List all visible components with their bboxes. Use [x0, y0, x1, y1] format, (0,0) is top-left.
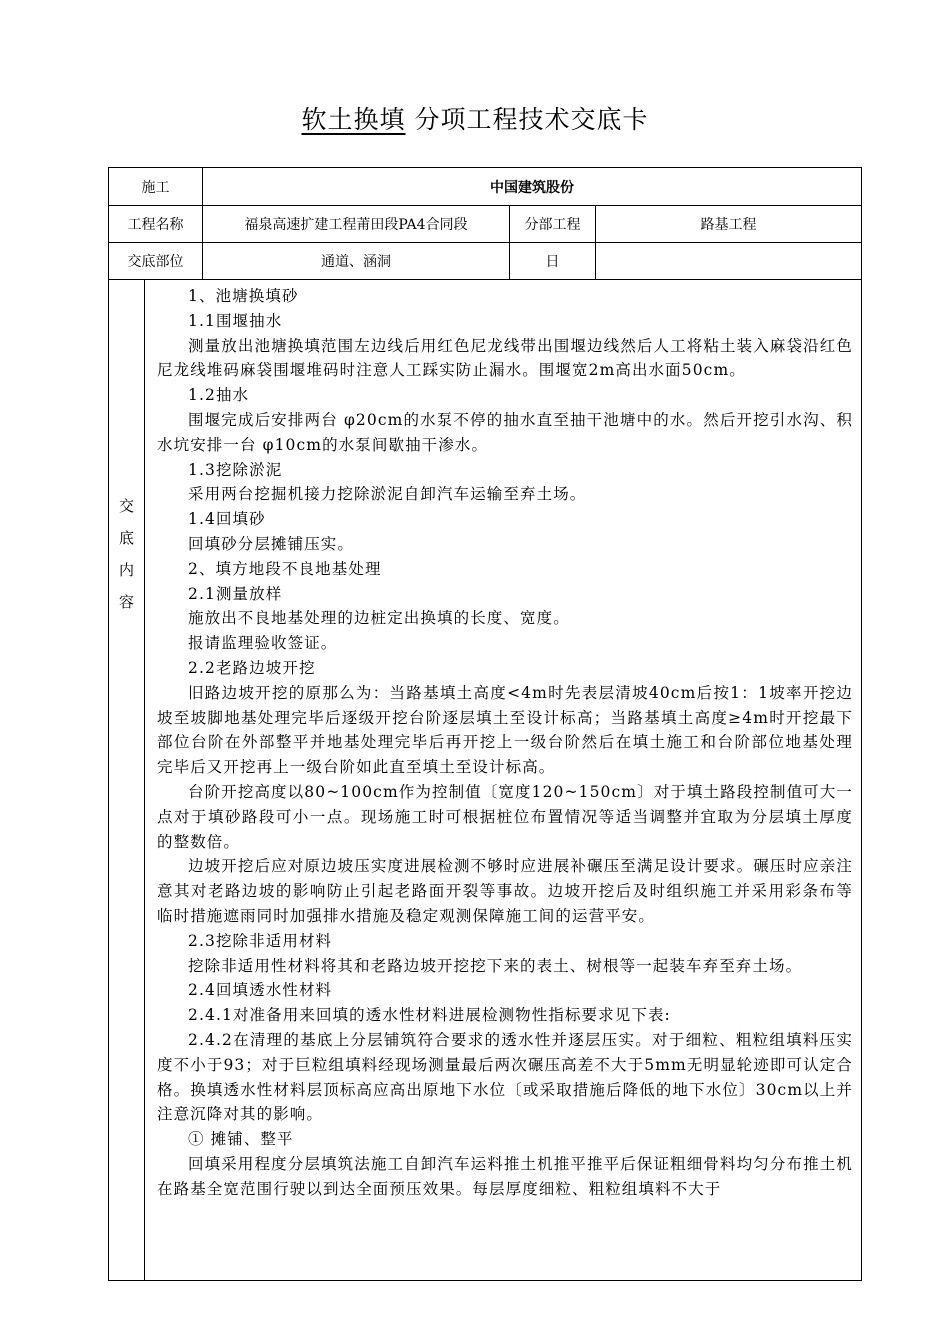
content-heading: 2.3挖除非适用材料	[188, 931, 333, 950]
side-char: 容	[118, 593, 134, 611]
disclosure-content	[145, 280, 862, 1281]
content-paragraph: 挖除非适用性材料将其和老路边坡开挖挖下来的表土、树根等一起装车弃至弃土场。	[188, 956, 803, 975]
content-paragraph: 回填采用程度分层填筑法施工自卸汽车运料推土机推平推平后保证粗细骨料均匀分布推土机在路基全宽范围行驶以到达全面预压效果。每层厚度细粒、粗粒组填料不大于	[157, 1154, 854, 1198]
page-title	[0, 100, 950, 136]
content-paragraph: 2.4.2在清理的基底上分层铺筑符合要求的透水性并逐层压实。对于细粒、粗粒组填料压实度不小于93；对于巨粒组填料经现场测量最后两次碾压高差不大于5mm无明显轮迹即可认定合格。换填透水性材料层顶标高应高出原地下水位〔或采取措施后降低的地下水位〕30cm以上并注意沉降对其的影响。	[157, 1030, 854, 1124]
label-project-name: 工程名称	[109, 206, 203, 243]
label-date: 日	[510, 243, 596, 280]
value-project-name: 福泉高速扩建工程莆田段PA4合同段	[203, 206, 510, 243]
row-content	[109, 280, 862, 1281]
row-location	[109, 243, 862, 280]
content-side-label	[109, 280, 145, 1281]
side-char: 底	[118, 529, 134, 547]
content-heading: 1.1围堰抽水	[188, 311, 283, 330]
content-heading: 2.2老路边坡开挖	[188, 658, 316, 677]
content-heading: 1、池塘换填砂	[188, 287, 299, 305]
value-date	[596, 243, 862, 280]
title-rest: 分项工程技术交底卡	[414, 105, 649, 134]
side-char: 内	[118, 561, 134, 579]
row-project-name	[109, 206, 862, 243]
content-paragraph: 施放出不良地基处理的边桩定出换填的长度、宽度。	[188, 609, 570, 628]
content-paragraph: 边坡开挖后应对原边坡压实度进展检测不够时应进展补碾压至满足设计要求。碾压时应亲注意其对老路边坡的影响防止引起老路面开裂等事故。边坡开挖后及时组织施工并采用彩条布等临时措施遮雨同时加强排水措施及稳定观测保障施工间的运营平安。	[157, 857, 854, 925]
content-paragraph: 围堰完成后安排两台 φ20cm的水泵不停的抽水直至抽干池塘中的水。然后开挖引水沟、积水坑安排一台 φ10cm的水泵间歇抽干渗水。	[157, 410, 854, 454]
disclosure-card-table	[108, 167, 862, 1281]
content-paragraph: 采用两台挖掘机接力挖除淤泥自卸汽车运输至弃土场。	[188, 485, 587, 504]
label-division: 分部工程	[510, 206, 596, 243]
title-underlined: 软土换填	[301, 105, 406, 134]
content-paragraph: 回填砂分层摊铺压实。	[188, 534, 355, 553]
row-construction	[109, 168, 862, 206]
content-heading: 2.4回填透水性材料	[188, 981, 333, 1000]
content-paragraph: 测量放出池塘换填范围左边线后用红色尼龙线带出围堰边线然后人工将粘土装入麻袋沿红色尼龙线堆码麻袋围堰堆码时注意人工踩实防止漏水。围堰宽2m高出水面50cm。	[157, 336, 854, 380]
value-division: 路基工程	[596, 206, 862, 243]
label-location: 交底部位	[109, 243, 203, 280]
content-heading: 1.4回填砂	[188, 510, 266, 529]
content-heading: 1.2抽水	[188, 386, 250, 405]
value-location: 通道、涵洞	[203, 243, 510, 280]
value-construction: 中国建筑股份	[203, 168, 862, 206]
content-paragraph: 2.4.1对准备用来回填的透水性材料进展检测物性指标要求见下表:	[188, 1006, 671, 1025]
content-heading: ① 摊铺、整平	[188, 1130, 294, 1149]
content-paragraph: 台阶开挖高度以80~100cm作为控制值〔宽度120~150cm〕对于填土路段控制值可大一点对于填砂路段可小一点。现场施工时可根据桩位布置情况等适当调整并宜取为分层填土厚度的整数倍。	[157, 782, 854, 851]
label-construction: 施工	[109, 168, 203, 206]
content-paragraph: 报请监理验收签证。	[188, 634, 338, 653]
content-heading: 2.1测量放样	[188, 584, 283, 603]
content-heading: 1.3挖除淤泥	[188, 460, 283, 479]
side-char: 交	[118, 497, 134, 515]
content-heading: 2、填方地段不良地基处理	[188, 559, 382, 578]
content-paragraph: 旧路边坡开挖的原那么为：当路基填土高度<4m时先表层清坡40cm后按1：1坡率开挖边坡至坡脚地基处理完毕后逐级开挖台阶逐层填土至设计标高；当路基填土高度≥4m时开挖最下部位台阶在外部整平并地基处理完毕后再开挖上一级台阶然后在填土施工和台阶部位地基处理完毕后又开挖再上一级台阶如此直至填土至设计标高。	[157, 683, 854, 777]
